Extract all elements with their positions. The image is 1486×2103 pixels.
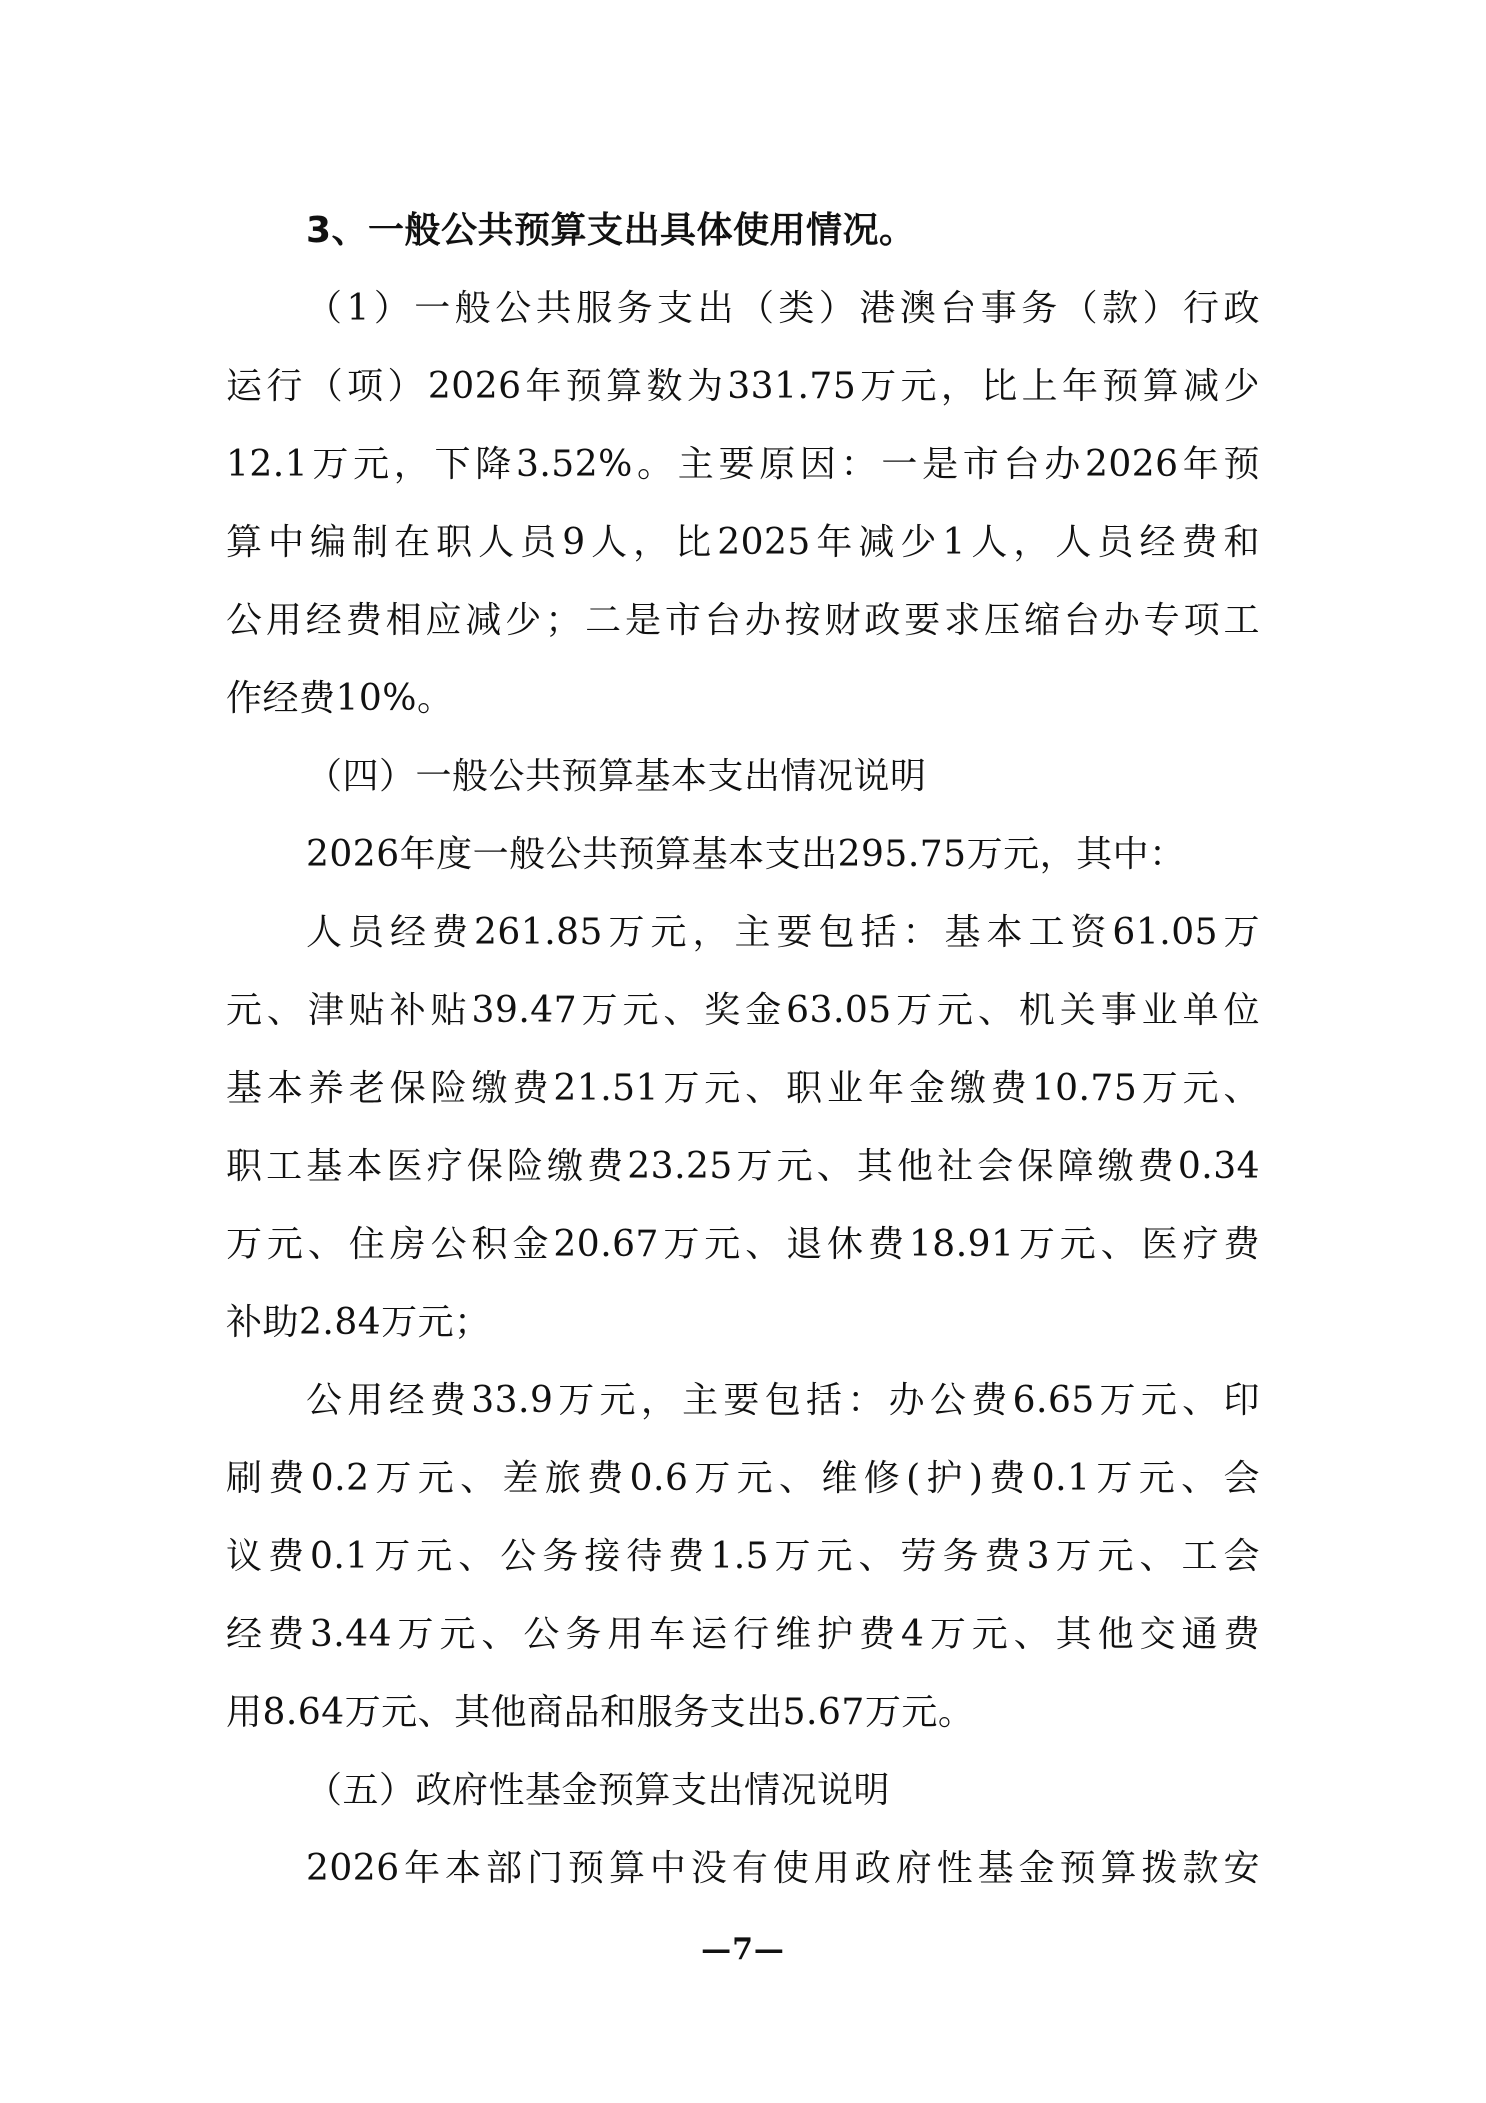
paragraph-line: 议费0.1万元、公务接待费1.5万元、劳务费3万元、工会 [226,1536,1260,1577]
paragraph-line: 12.1万元，下降3.52%。主要原因：一是市台办2026年预 [226,444,1260,485]
section-heading-basic-expenditure: （四）一般公共预算基本支出情况说明 [306,756,927,797]
paragraph-line: 算中编制在职人员9人，比2025年减少1人，人员经费和 [226,522,1260,563]
paragraph-line: 职工基本医疗保险缴费23.25万元、其他社会保障缴费0.34 [226,1146,1260,1187]
paragraph-line: 人员经费261.85万元，主要包括：基本工资61.05万 [306,912,1260,953]
paragraph-line: 运行（项）2026年预算数为331.75万元，比上年预算减少 [226,366,1260,407]
paragraph-line: 公用经费相应减少；二是市台办按财政要求压缩台办专项工 [226,600,1260,641]
paragraph-line: 经费3.44万元、公务用车运行维护费4万元、其他交通费 [226,1614,1260,1655]
section-heading-government-fund: （五）政府性基金预算支出情况说明 [306,1770,891,1811]
page-number: —7— [701,1932,785,1967]
paragraph-line: 用8.64万元、其他商品和服务支出5.67万元。 [226,1692,975,1733]
section-heading-expenditure-usage: 3、一般公共预算支出具体使用情况。 [306,210,916,251]
paragraph-line: 刷费0.2万元、差旅费0.6万元、维修(护)费0.1万元、会 [226,1458,1260,1499]
paragraph-line: 补助2.84万元； [226,1302,491,1343]
paragraph-line: 万元、住房公积金20.67万元、退休费18.91万元、医疗费 [226,1224,1260,1265]
paragraph-line: 作经费10%。 [226,678,454,719]
paragraph-line: 元、津贴补贴39.47万元、奖金63.05万元、机关事业单位 [226,990,1260,1031]
document-body [226,192,1260,1908]
paragraph-line: （1）一般公共服务支出（类）港澳台事务（款）行政 [306,288,1260,329]
paragraph-line: 2026年度一般公共预算基本支出295.75万元，其中： [306,834,1186,875]
paragraph-line: 2026年本部门预算中没有使用政府性基金预算拨款安 [306,1848,1260,1889]
paragraph-line: 基本养老保险缴费21.51万元、职业年金缴费10.75万元、 [226,1068,1260,1109]
paragraph-line: 公用经费33.9万元，主要包括：办公费6.65万元、印 [306,1380,1260,1421]
